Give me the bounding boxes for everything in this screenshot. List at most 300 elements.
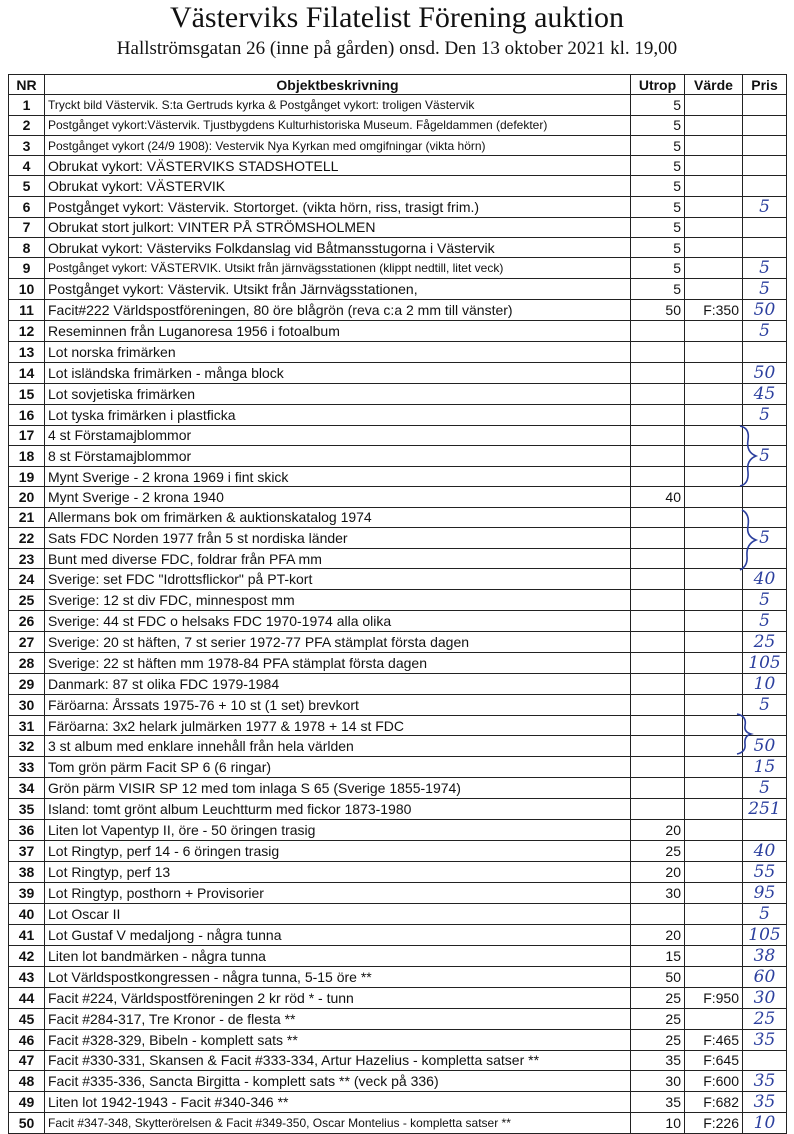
lot-utrop: 20: [631, 820, 685, 840]
lot-pris: [743, 425, 787, 445]
lot-pris: 5: [743, 445, 787, 466]
lot-utrop: [631, 611, 685, 632]
table-row: [9, 1008, 787, 1029]
lot-description: 8 st Förstamajblommor: [45, 445, 631, 466]
lot-pris: 5: [743, 611, 787, 632]
lot-varde: [685, 590, 743, 611]
lot-utrop: [631, 342, 685, 362]
lot-utrop: [631, 778, 685, 799]
lot-varde: [685, 903, 743, 924]
lot-utrop: 5: [631, 176, 685, 196]
lot-number: 44: [9, 987, 45, 1008]
lot-pris: 5: [743, 196, 787, 217]
table-row: [9, 383, 787, 404]
lot-varde: F:682: [685, 1092, 743, 1113]
table-row: [9, 1029, 787, 1050]
lot-pris: 40: [743, 569, 787, 590]
lot-number: 10: [9, 279, 45, 300]
lot-description: Facit #284-317, Tre Kronor - de flesta **: [45, 1008, 631, 1029]
lot-pris: 5: [743, 695, 787, 716]
lot-pris: 5: [743, 778, 787, 799]
lot-varde: [685, 156, 743, 176]
lot-description: Lot Oscar II: [45, 903, 631, 924]
lot-utrop: [631, 404, 685, 425]
lot-description: Lot Ringtyp, perf 13: [45, 861, 631, 882]
lot-pris: 15: [743, 757, 787, 778]
lot-description: Tryckt bild Västervik. S:ta Gertruds kyrka & Postgånget vykort: troligen Västervik: [45, 95, 631, 115]
lot-pris: [743, 115, 787, 135]
lot-description: Bunt med diverse FDC, foldrar från PFA mm: [45, 548, 631, 568]
lot-utrop: 5: [631, 95, 685, 115]
lot-varde: [685, 548, 743, 568]
lot-number: 45: [9, 1008, 45, 1029]
lot-varde: F:350: [685, 300, 743, 321]
lot-utrop: 30: [631, 882, 685, 903]
lot-pris: 10: [743, 674, 787, 695]
lot-utrop: [631, 653, 685, 674]
lot-description: Facit #224, Världspostföreningen 2 kr röd * - tunn: [45, 987, 631, 1008]
lot-number: 15: [9, 383, 45, 404]
lot-utrop: [631, 527, 685, 548]
lot-utrop: 30: [631, 1071, 685, 1092]
table-row: [9, 757, 787, 778]
column-header-varde: Värde: [685, 75, 743, 95]
page-subtitle: Hallströmsgatan 26 (inne på gården) onsd. Den 13 oktober 2021 kl. 19,00: [116, 38, 678, 59]
lot-pris: 25: [743, 1008, 787, 1029]
lot-varde: F:645: [685, 1050, 743, 1070]
table-row: [9, 425, 787, 445]
lot-number: 39: [9, 882, 45, 903]
lot-varde: [685, 569, 743, 590]
column-header-utrop: Utrop: [631, 75, 685, 95]
table-row: [9, 507, 787, 527]
lot-utrop: 25: [631, 1029, 685, 1050]
lot-pris: [743, 342, 787, 362]
lot-pris: 55: [743, 861, 787, 882]
lot-pris: 30: [743, 987, 787, 1008]
lot-number: 25: [9, 590, 45, 611]
lot-varde: [685, 321, 743, 342]
lot-pris: 38: [743, 945, 787, 966]
table-row: [9, 569, 787, 590]
lot-description: Facit #335-336, Sancta Birgitta - komplett sats ** (veck på 336): [45, 1071, 631, 1092]
lot-pris: [743, 95, 787, 115]
lot-utrop: 5: [631, 135, 685, 155]
lot-number: 42: [9, 945, 45, 966]
lot-number: 27: [9, 632, 45, 653]
lot-number: 22: [9, 527, 45, 548]
lot-varde: [685, 861, 743, 882]
lot-description: Mynt Sverige - 2 krona 1969 i fint skick: [45, 466, 631, 486]
lot-varde: [685, 674, 743, 695]
lot-pris: 5: [743, 279, 787, 300]
lot-pris: [743, 507, 787, 527]
lot-varde: [685, 466, 743, 486]
lot-number: 6: [9, 196, 45, 217]
auction-table: [8, 74, 787, 1134]
lot-number: 14: [9, 362, 45, 383]
lot-number: 34: [9, 778, 45, 799]
lot-pris: 105: [743, 924, 787, 945]
lot-varde: [685, 945, 743, 966]
lot-description: Danmark: 87 st olika FDC 1979-1984: [45, 674, 631, 695]
lot-varde: [685, 217, 743, 237]
lot-pris: 40: [743, 840, 787, 861]
table-row: [9, 799, 787, 820]
table-row: [9, 1113, 787, 1134]
lot-utrop: [631, 362, 685, 383]
lot-pris: [743, 1050, 787, 1070]
lot-description: Postgånget vykort: Västervik. Stortorget. (vikta hörn, riss, trasigt frim.): [45, 196, 631, 217]
lot-pris: 5: [743, 321, 787, 342]
lot-utrop: 50: [631, 300, 685, 321]
table-row: [9, 778, 787, 799]
lot-description: Sverige: 12 st div FDC, minnespost mm: [45, 590, 631, 611]
table-row: [9, 903, 787, 924]
lot-varde: [685, 95, 743, 115]
lot-utrop: [631, 321, 685, 342]
lot-description: Obrukat vykort: VÄSTERVIKS STADSHOTELL: [45, 156, 631, 176]
lot-number: 21: [9, 507, 45, 527]
lot-number: 32: [9, 736, 45, 757]
lot-number: 46: [9, 1029, 45, 1050]
lot-pris: 50: [743, 736, 787, 757]
lot-pris: [743, 716, 787, 736]
lot-varde: [685, 507, 743, 527]
table-row: [9, 1050, 787, 1070]
table-row: [9, 156, 787, 176]
table-row: [9, 674, 787, 695]
lot-pris: 5: [743, 903, 787, 924]
lot-pris: 45: [743, 383, 787, 404]
table-row: [9, 632, 787, 653]
table-row: [9, 590, 787, 611]
lot-description: Postgånget vykort: Västervik. Utsikt från Järnvägsstationen,: [45, 279, 631, 300]
lot-number: 12: [9, 321, 45, 342]
lot-utrop: [631, 736, 685, 757]
lot-varde: [685, 695, 743, 716]
lot-varde: [685, 611, 743, 632]
lot-utrop: 10: [631, 1113, 685, 1134]
lot-varde: [685, 840, 743, 861]
lot-varde: [685, 799, 743, 820]
lot-number: 30: [9, 695, 45, 716]
lot-utrop: 5: [631, 196, 685, 217]
lot-pris: [743, 176, 787, 196]
lot-utrop: 25: [631, 840, 685, 861]
lot-utrop: 20: [631, 924, 685, 945]
table-row: [9, 466, 787, 486]
lot-description: Allermans bok om frimärken & auktionskatalog 1974: [45, 507, 631, 527]
lot-pris: [743, 217, 787, 237]
lot-pris: 5: [743, 590, 787, 611]
header-row: [9, 75, 787, 95]
table-row: [9, 362, 787, 383]
lot-varde: [685, 238, 743, 258]
lot-number: 31: [9, 716, 45, 736]
lot-number: 38: [9, 861, 45, 882]
lot-description: Postgånget vykort (24/9 1908): Vestervik Nya Kyrkan med omgifningar (vikta hörn): [45, 135, 631, 155]
lot-pris: [743, 548, 787, 568]
lot-utrop: 50: [631, 966, 685, 987]
lot-description: Obrukat vykort: Västerviks Folkdanslag vid Båtmansstugorna i Västervik: [45, 238, 631, 258]
table-row: [9, 945, 787, 966]
lot-description: Lot Gustaf V medaljong - några tunna: [45, 924, 631, 945]
lot-number: 36: [9, 820, 45, 840]
lot-number: 43: [9, 966, 45, 987]
lot-varde: [685, 966, 743, 987]
lot-description: Island: tomt grönt album Leuchtturm med fickor 1873-1980: [45, 799, 631, 820]
lot-number: 26: [9, 611, 45, 632]
lot-number: 1: [9, 95, 45, 115]
lot-utrop: [631, 569, 685, 590]
lot-utrop: [631, 716, 685, 736]
lot-utrop: [631, 590, 685, 611]
lot-varde: [685, 115, 743, 135]
table-row: [9, 695, 787, 716]
table-row: [9, 238, 787, 258]
lot-varde: F:226: [685, 1113, 743, 1134]
table-row: [9, 716, 787, 736]
table-row: [9, 882, 787, 903]
table-row: [9, 95, 787, 115]
lot-utrop: 5: [631, 238, 685, 258]
lot-number: 47: [9, 1050, 45, 1070]
lot-varde: [685, 527, 743, 548]
lot-utrop: 25: [631, 1008, 685, 1029]
lot-utrop: [631, 383, 685, 404]
lot-varde: [685, 757, 743, 778]
lot-description: Lot sovjetiska frimärken: [45, 383, 631, 404]
table-row: [9, 653, 787, 674]
table-row: [9, 548, 787, 568]
table-row: [9, 135, 787, 155]
lot-description: Färöarna: 3x2 helark julmärken 1977 & 1978 + 14 st FDC: [45, 716, 631, 736]
lot-description: Sverige: 44 st FDC o helsaks FDC 1970-1974 alla olika: [45, 611, 631, 632]
lot-description: 4 st Förstamajblommor: [45, 425, 631, 445]
table-row: [9, 840, 787, 861]
lot-number: 49: [9, 1092, 45, 1113]
lot-utrop: [631, 445, 685, 466]
table-row: [9, 861, 787, 882]
lot-number: 11: [9, 300, 45, 321]
lot-pris: [743, 820, 787, 840]
lot-varde: [685, 135, 743, 155]
table-row: [9, 196, 787, 217]
lot-utrop: [631, 799, 685, 820]
lot-utrop: 5: [631, 258, 685, 279]
lot-utrop: 5: [631, 217, 685, 237]
table-row: [9, 176, 787, 196]
lot-pris: [743, 466, 787, 486]
lot-number: 8: [9, 238, 45, 258]
lot-pris: [743, 135, 787, 155]
table-row: [9, 115, 787, 135]
table-row: [9, 342, 787, 362]
lot-description: Lot tyska frimärken i plastficka: [45, 404, 631, 425]
lot-pris: [743, 487, 787, 507]
lot-number: 37: [9, 840, 45, 861]
lot-description: Sats FDC Norden 1977 från 5 st nordiska länder: [45, 527, 631, 548]
table-row: [9, 966, 787, 987]
lot-varde: [685, 445, 743, 466]
table-row: [9, 1071, 787, 1092]
lot-pris: 251: [743, 799, 787, 820]
lot-varde: [685, 487, 743, 507]
lot-varde: [685, 383, 743, 404]
lot-number: 41: [9, 924, 45, 945]
table-row: [9, 924, 787, 945]
lot-pris: [743, 156, 787, 176]
lot-pris: [743, 238, 787, 258]
lot-number: 20: [9, 487, 45, 507]
lot-pris: 95: [743, 882, 787, 903]
lot-number: 28: [9, 653, 45, 674]
lot-utrop: 35: [631, 1092, 685, 1113]
lot-varde: [685, 404, 743, 425]
table-row: [9, 258, 787, 279]
lot-number: 7: [9, 217, 45, 237]
lot-number: 18: [9, 445, 45, 466]
lot-varde: F:950: [685, 987, 743, 1008]
lot-pris: 25: [743, 632, 787, 653]
lot-utrop: [631, 425, 685, 445]
lot-description: Lot Ringtyp, perf 14 - 6 öringen trasig: [45, 840, 631, 861]
lot-description: Sverige: 20 st häften, 7 st serier 1972-77 PFA stämplat första dagen: [45, 632, 631, 653]
lot-varde: F:465: [685, 1029, 743, 1050]
table-row: [9, 527, 787, 548]
lot-varde: [685, 258, 743, 279]
lot-utrop: [631, 632, 685, 653]
lot-number: 5: [9, 176, 45, 196]
column-header-pris: Pris: [743, 75, 787, 95]
lot-number: 35: [9, 799, 45, 820]
lot-number: 17: [9, 425, 45, 445]
lot-description: Facit #328-329, Bibeln - komplett sats **: [45, 1029, 631, 1050]
lot-description: Lot isländska frimärken - många block: [45, 362, 631, 383]
lot-varde: [685, 653, 743, 674]
lot-varde: [685, 279, 743, 300]
table-row: [9, 736, 787, 757]
lot-number: 3: [9, 135, 45, 155]
lot-pris: 105: [743, 653, 787, 674]
table-row: [9, 404, 787, 425]
lot-description: Mynt Sverige - 2 krona 1940: [45, 487, 631, 507]
lot-description: Liten lot bandmärken - några tunna: [45, 945, 631, 966]
table-row: [9, 300, 787, 321]
lot-utrop: [631, 695, 685, 716]
page-title: Västerviks Filatelist Förening auktion: [169, 1, 625, 34]
lot-varde: [685, 736, 743, 757]
lot-number: 16: [9, 404, 45, 425]
lot-description: Lot norska frimärken: [45, 342, 631, 362]
lot-utrop: 5: [631, 115, 685, 135]
lot-description: Lot Världspostkongressen - några tunna, 5-15 öre **: [45, 966, 631, 987]
lot-utrop: 25: [631, 987, 685, 1008]
lot-utrop: 40: [631, 487, 685, 507]
lot-utrop: [631, 466, 685, 486]
lot-pris: 35: [743, 1029, 787, 1050]
lot-number: 23: [9, 548, 45, 568]
lot-varde: [685, 820, 743, 840]
lot-description: Sverige: set FDC "Idrottsflickor" på PT-kort: [45, 569, 631, 590]
lot-description: Postgånget vykort: VÄSTERVIK. Utsikt från järnvägsstationen (klippt nedtill, litet veck): [45, 258, 631, 279]
table-body: [9, 95, 787, 1134]
lot-description: Liten lot 1942-1943 - Facit #340-346 **: [45, 1092, 631, 1113]
column-header-objektbeskrivning: Objektbeskrivning: [45, 75, 631, 95]
lot-number: 4: [9, 156, 45, 176]
lot-description: Facit #347-348, Skytterörelsen & Facit #349-350, Oscar Montelius - kompletta satser **: [45, 1113, 631, 1134]
lot-varde: [685, 1008, 743, 1029]
lot-varde: [685, 196, 743, 217]
lot-number: 19: [9, 466, 45, 486]
lot-varde: [685, 176, 743, 196]
lot-utrop: [631, 548, 685, 568]
lot-pris: 50: [743, 300, 787, 321]
lot-utrop: [631, 507, 685, 527]
table-row: [9, 487, 787, 507]
lot-varde: [685, 632, 743, 653]
lot-description: Lot Ringtyp, posthorn + Provisorier: [45, 882, 631, 903]
table-row: [9, 321, 787, 342]
table-row: [9, 445, 787, 466]
lot-description: Obrukat vykort: VÄSTERVIK: [45, 176, 631, 196]
lot-utrop: 5: [631, 156, 685, 176]
table-row: [9, 987, 787, 1008]
lot-pris: 35: [743, 1071, 787, 1092]
lot-description: Grön pärm VISIR SP 12 med tom inlaga S 65 (Sverige 1855-1974): [45, 778, 631, 799]
lot-number: 40: [9, 903, 45, 924]
lot-number: 29: [9, 674, 45, 695]
lot-description: Tom grön pärm Facit SP 6 (6 ringar): [45, 757, 631, 778]
table-row: [9, 217, 787, 237]
table-row: [9, 820, 787, 840]
lot-pris: 5: [743, 258, 787, 279]
lot-description: Reseminnen från Luganoresa 1956 i fotoalbum: [45, 321, 631, 342]
lot-pris: 60: [743, 966, 787, 987]
lot-description: 3 st album med enklare innehåll från hela världen: [45, 736, 631, 757]
lot-varde: [685, 882, 743, 903]
lot-description: Facit#222 Världspostföreningen, 80 öre blågrön (reva c:a 2 mm till vänster): [45, 300, 631, 321]
lot-number: 13: [9, 342, 45, 362]
lot-number: 2: [9, 115, 45, 135]
lot-number: 9: [9, 258, 45, 279]
lot-number: 48: [9, 1071, 45, 1092]
lot-number: 24: [9, 569, 45, 590]
lot-pris: 5: [743, 404, 787, 425]
lot-varde: [685, 716, 743, 736]
lot-pris: 5: [743, 527, 787, 548]
lot-description: Postgånget vykort:Västervik. Tjustbygdens Kulturhistoriska Museum. Fågeldammen (defekter): [45, 115, 631, 135]
lot-number: 33: [9, 757, 45, 778]
table-row: [9, 1092, 787, 1113]
column-header-nr: NR: [9, 75, 45, 95]
lot-varde: [685, 362, 743, 383]
lot-utrop: [631, 674, 685, 695]
lot-pris: 10: [743, 1113, 787, 1134]
lot-varde: [685, 924, 743, 945]
lot-utrop: 15: [631, 945, 685, 966]
lot-description: Obrukat stort julkort: VINTER PÅ STRÖMSHOLMEN: [45, 217, 631, 237]
lot-description: Färöarna: Årssats 1975-76 + 10 st (1 set) brevkort: [45, 695, 631, 716]
lot-varde: [685, 342, 743, 362]
lot-description: Liten lot Vapentyp II, öre - 50 öringen trasig: [45, 820, 631, 840]
lot-varde: [685, 778, 743, 799]
lot-utrop: 5: [631, 279, 685, 300]
lot-description: Sverige: 22 st häften mm 1978-84 PFA stämplat första dagen: [45, 653, 631, 674]
lot-utrop: 20: [631, 861, 685, 882]
lot-description: Facit #330-331, Skansen & Facit #333-334, Artur Hazelius - kompletta satser **: [45, 1050, 631, 1070]
